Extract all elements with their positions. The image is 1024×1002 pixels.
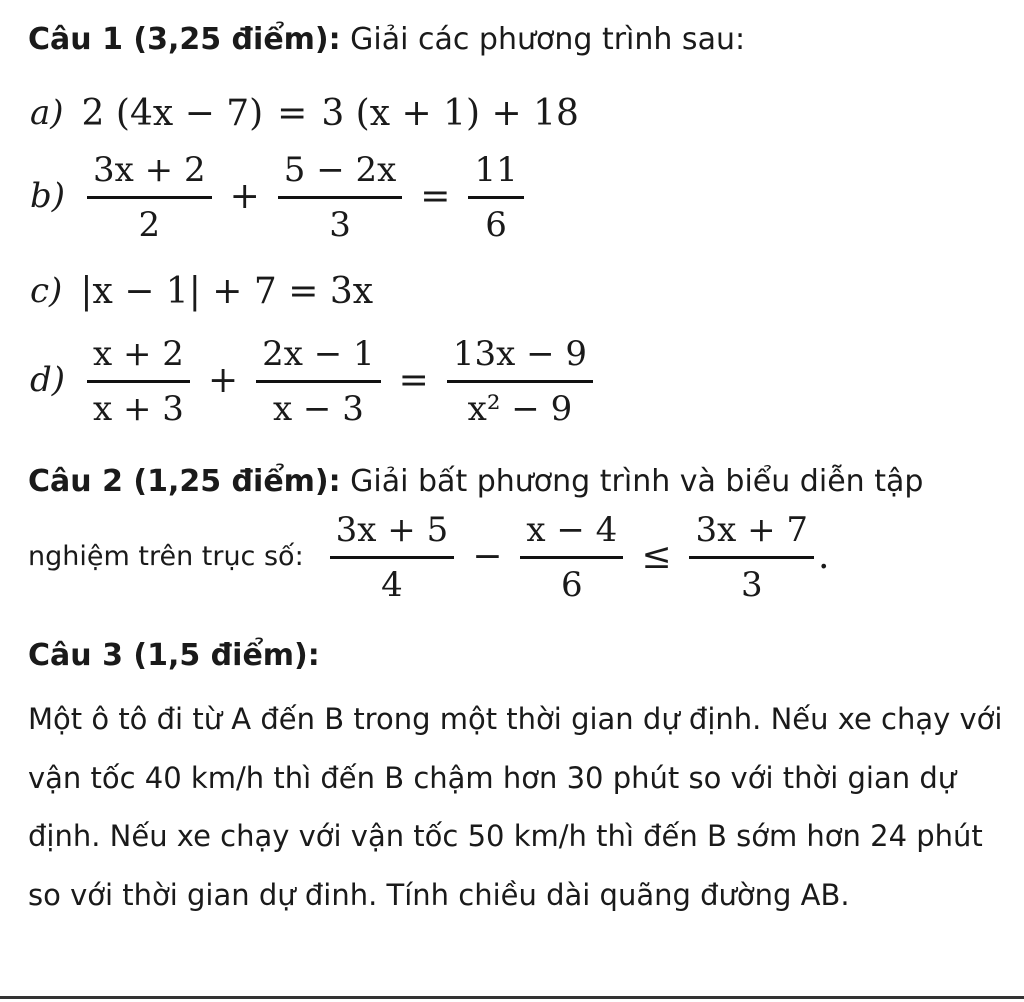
bottom-divider: [0, 996, 1024, 999]
question-2-instruction: Giải bất phương trình và biểu diễn tập: [340, 464, 924, 499]
equation-d-label: d): [30, 360, 66, 400]
fraction-denominator: 3: [740, 564, 763, 605]
question-1-heading: Câu 1 (3,25 điểm):: [28, 22, 341, 57]
plus-sign: +: [207, 359, 239, 401]
equation-a-equals: =: [277, 92, 308, 134]
fraction-numerator: 3x + 5: [330, 508, 455, 559]
fraction-numerator: 3x + 7: [689, 508, 814, 559]
question-2-heading: Câu 2 (1,25 điểm):: [28, 464, 341, 499]
equation-d: [30, 330, 597, 430]
fraction-numerator: 11: [468, 148, 523, 199]
question-2-instruction-continued: nghiệm trên trục số:: [28, 540, 304, 572]
question-2-inequality: [28, 506, 829, 606]
fraction-denominator: 6: [561, 564, 583, 605]
fraction-denominator: 4: [381, 564, 403, 605]
inequality-fraction-1: [330, 508, 455, 605]
fraction-numerator: 13x − 9: [447, 332, 593, 383]
equation-a-rhs: 3 (x + 1) + 18: [321, 92, 579, 134]
equation-c-label: c): [30, 271, 63, 311]
equals-sign: =: [398, 359, 429, 401]
question-1-instruction: Giải các phương trình sau:: [340, 22, 746, 57]
inequality-period: .: [818, 535, 830, 577]
equation-c: [30, 266, 373, 316]
fraction-denominator: x² − 9: [467, 388, 573, 429]
minus-sign: −: [472, 535, 503, 577]
equals-sign: =: [420, 175, 451, 217]
equation-b: [30, 148, 528, 244]
equation-d-fraction-3: [447, 332, 593, 429]
fraction-denominator: 2: [138, 204, 161, 245]
question-3-body: Một ô tô đi từ A đến B trong một thời gian dự định. Nếu xe chạy với vận tốc 40 km/h thì đến B chậm hơn 30 phút so với thời gian dự định. Nếu xe chạy với vận tốc 50 km/h thì đến B sớm hơn 24 phút so với thời gian dự đinh. Tính chiều dài quãng đường AB.: [28, 702, 1003, 912]
fraction-numerator: 2x − 1: [256, 332, 381, 383]
equation-c-expression: |x − 1| + 7 = 3x: [80, 270, 374, 312]
equation-b-label: b): [30, 176, 66, 216]
fraction-numerator: 5 − 2x: [278, 148, 403, 199]
fraction-numerator: x + 2: [87, 332, 190, 383]
fraction-denominator: x − 3: [272, 388, 364, 429]
inequality-fraction-2: [520, 508, 623, 605]
fraction-denominator: x + 3: [93, 388, 184, 429]
equation-a-lhs: 2 (4x − 7): [81, 92, 264, 134]
equation-a: [30, 88, 579, 138]
equation-a-label: a): [30, 93, 64, 133]
fraction-denominator: 6: [485, 204, 507, 245]
fraction-numerator: 3x + 2: [87, 148, 212, 199]
question-2-title: [28, 462, 923, 502]
equation-b-fraction-3: [468, 148, 523, 245]
inequality-fraction-3: [689, 508, 814, 605]
plus-sign: +: [229, 175, 260, 217]
question-1-title: [28, 20, 745, 60]
equation-b-fraction-2: [278, 148, 403, 245]
fraction-denominator: 3: [329, 204, 351, 245]
equation-d-fraction-2: [256, 332, 381, 429]
equation-b-fraction-1: [87, 148, 212, 245]
question-3-heading: Câu 3 (1,5 điểm):: [28, 638, 320, 673]
fraction-numerator: x − 4: [520, 508, 623, 559]
less-or-equal-sign: ≤: [641, 535, 672, 577]
equation-d-fraction-1: [87, 332, 190, 429]
question-3-title: [28, 636, 320, 676]
